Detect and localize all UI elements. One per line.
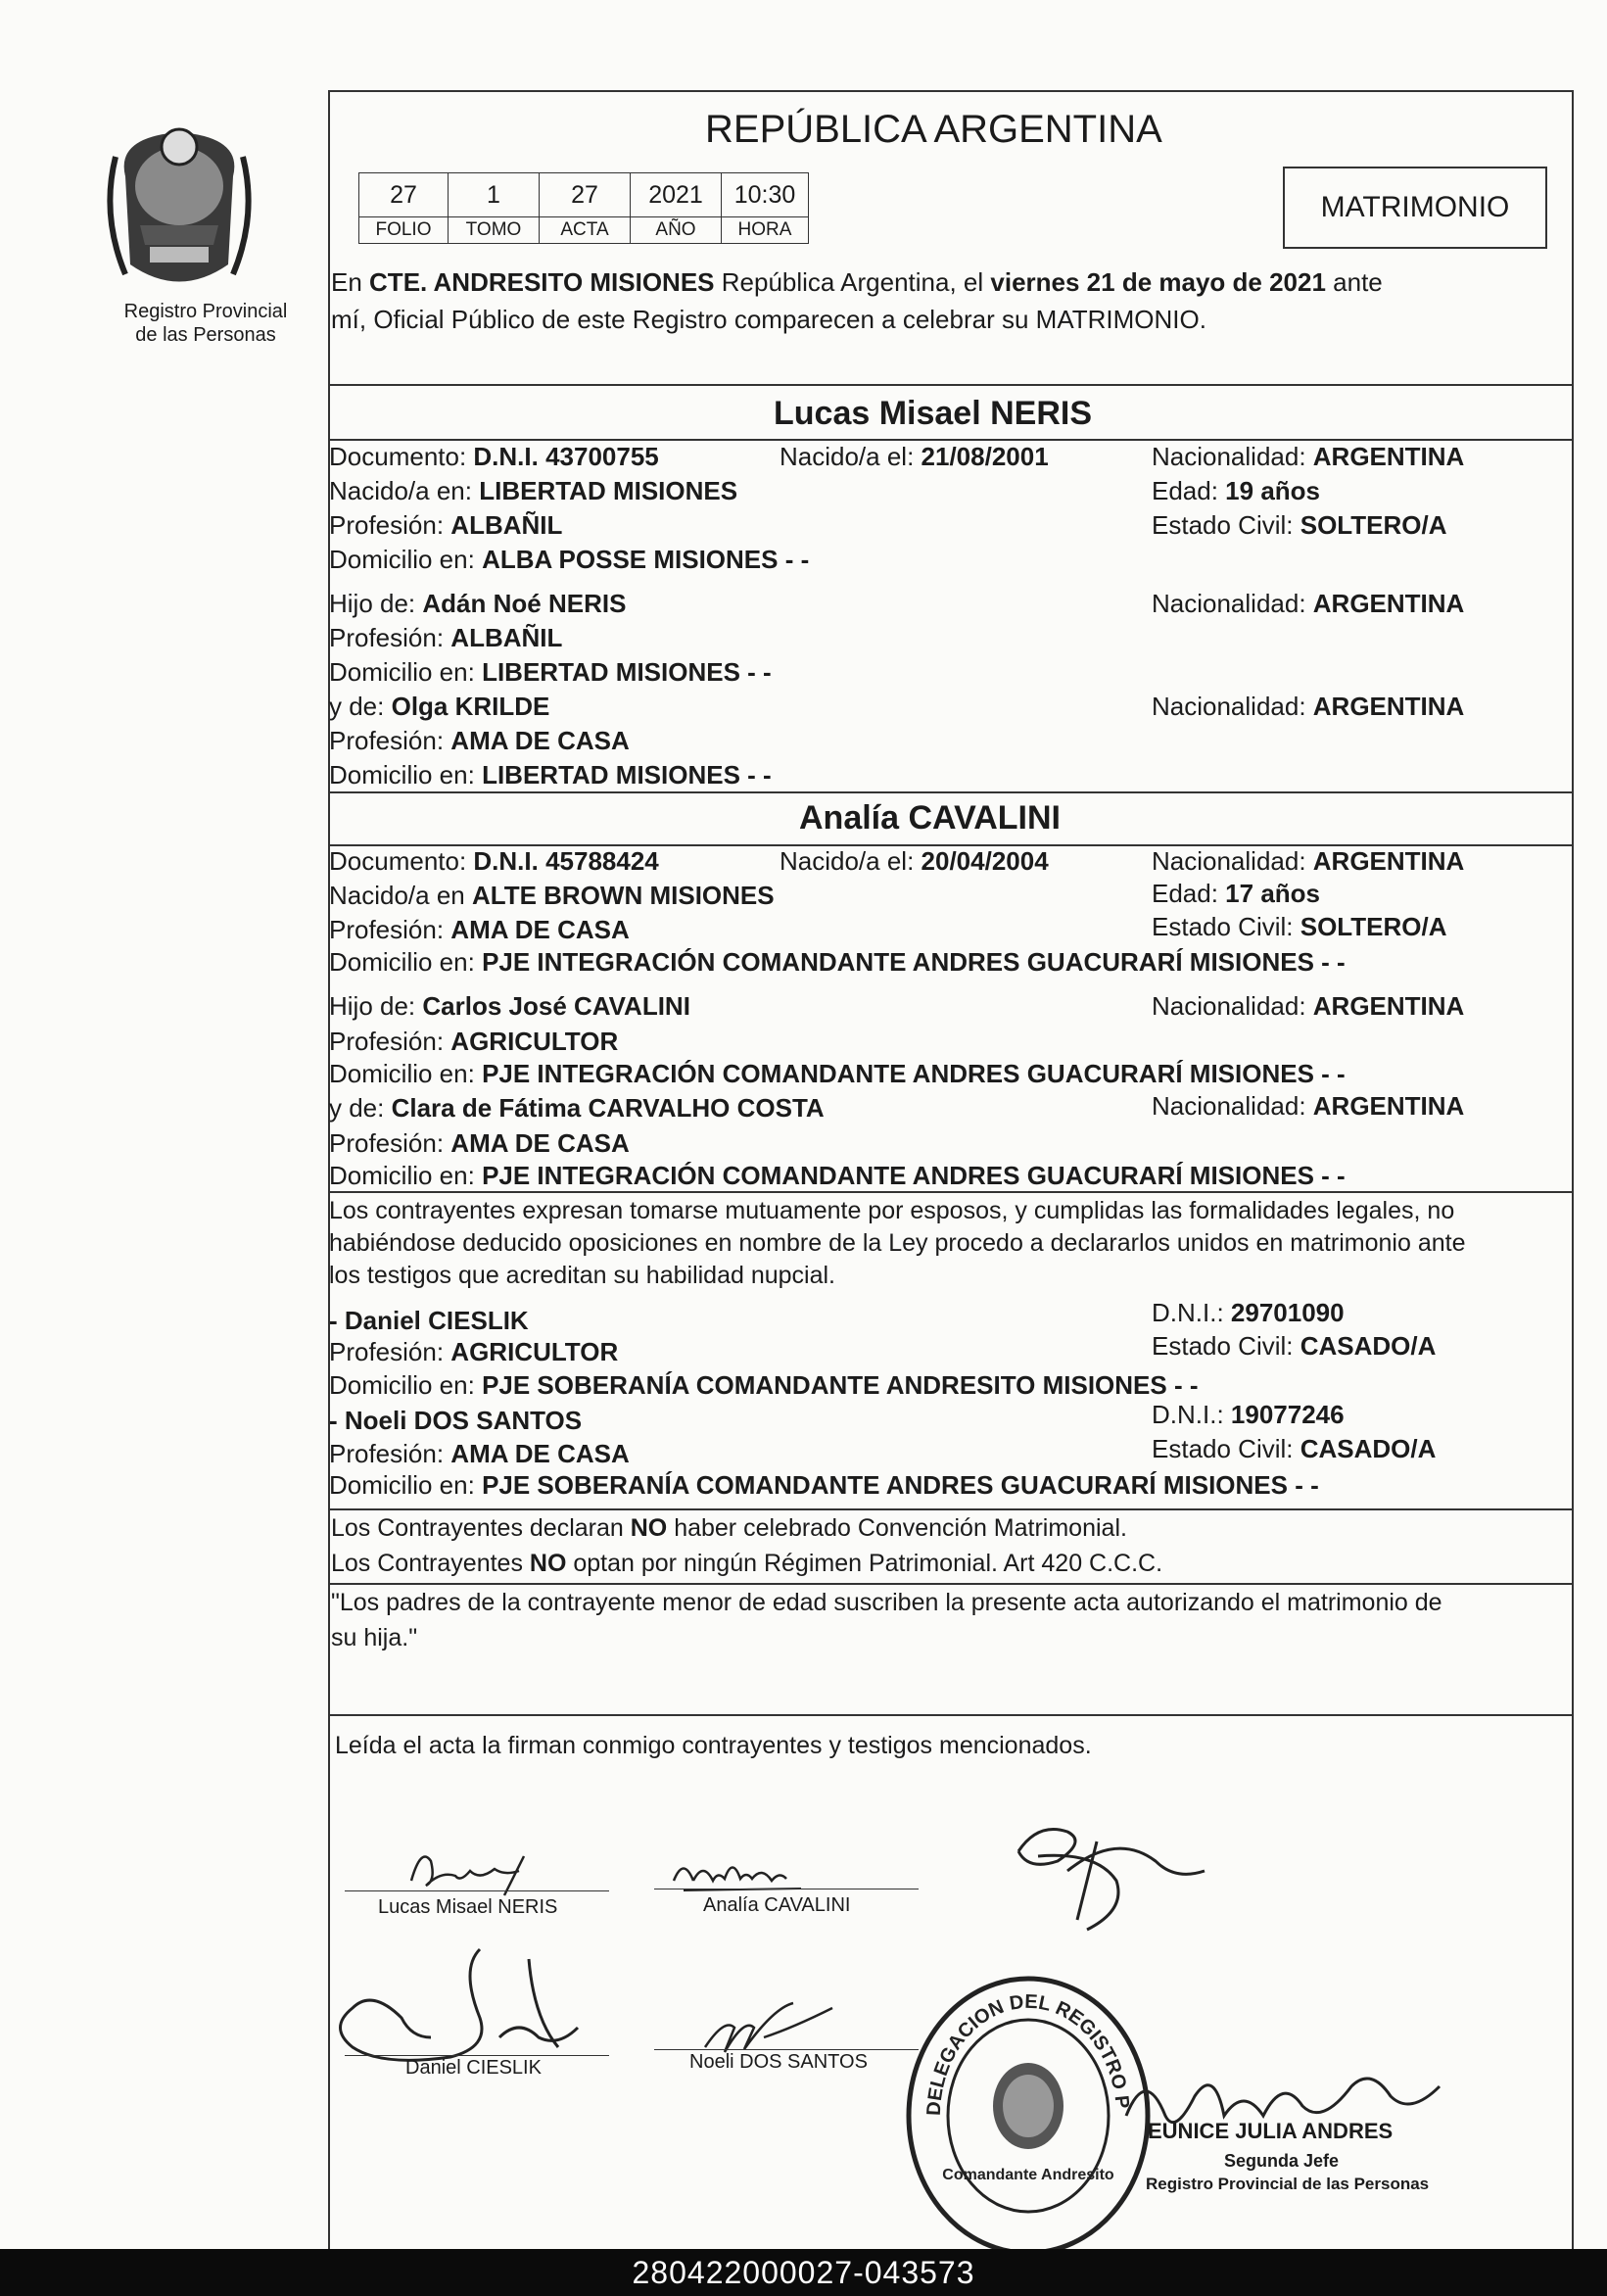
witness2-profession: Profesión: AMA DE CASA xyxy=(329,1439,630,1468)
regime-statement: Los Contrayentes NO optan por ningún Régimen Patrimonial. Art 420 C.C.C. xyxy=(331,1550,1163,1577)
anio-label: AÑO xyxy=(631,217,722,244)
groom-father: Hijo de: Adán Noé NERIS xyxy=(329,589,627,618)
tomo-value: 1 xyxy=(449,173,540,217)
witness2-civil-status: Estado Civil: CASADO/A xyxy=(1152,1434,1437,1463)
divider xyxy=(328,384,1574,386)
groom-nationality: Nacionalidad: ARGENTINA xyxy=(1152,442,1465,471)
note-line2: su hija." xyxy=(331,1624,418,1651)
groom-address: Domicilio en: ALBA POSSE MISIONES - - xyxy=(329,545,810,574)
svg-text:Comandante Andresito: Comandante Andresito xyxy=(942,2167,1114,2183)
bride-document: Documento: D.N.I. 45788424 xyxy=(329,846,659,876)
anio-value: 2021 xyxy=(631,173,722,217)
bride-birthdate: Nacido/a el: 20/04/2004 xyxy=(780,846,1049,876)
groom-mother-nationality: Nacionalidad: ARGENTINA xyxy=(1152,692,1465,721)
witness1-address: Domicilio en: PJE SOBERANÍA COMANDANTE ANDRESITO MISIONES - - xyxy=(329,1370,1199,1400)
groom-mother-address: Domicilio en: LIBERTAD MISIONES - - xyxy=(329,760,772,789)
groom-mother: y de: Olga KRILDE xyxy=(329,692,550,721)
acta-label: ACTA xyxy=(540,217,631,244)
bride-mother-profession: Profesión: AMA DE CASA xyxy=(329,1128,630,1158)
closing-statement: Leída el acta la firman conmigo contrayentes y testigos mencionados. xyxy=(335,1732,1092,1759)
bride-nationality: Nacionalidad: ARGENTINA xyxy=(1152,846,1465,876)
declaration-line2: habiéndose deducido oposiciones en nombre de la Ley procedo a declararlos unidos en matrimonio ante xyxy=(329,1229,1466,1257)
bride-father: Hijo de: Carlos José CAVALINI xyxy=(329,991,690,1021)
country-title: REPÚBLICA ARGENTINA xyxy=(705,108,1162,151)
registry-table xyxy=(358,172,809,244)
divider xyxy=(328,791,1574,793)
officer-office: Registro Provincial de las Personas xyxy=(1146,2175,1430,2193)
groom-father-address: Domicilio en: LIBERTAD MISIONES - - xyxy=(329,657,772,687)
svg-text:DELEGACION DEL REGISTRO PROVIN: DELEGACION DEL REGISTRO PROVINCIAL DE LAS PERSONAS xyxy=(893,1942,1133,2117)
hora-value: 10:30 xyxy=(722,173,809,217)
registry-name-line1: Registro Provincial xyxy=(123,301,288,322)
bride-mother-address: Domicilio en: PJE INTEGRACIÓN COMANDANTE ANDRES GUACURARÍ MISIONES - - xyxy=(329,1161,1346,1190)
bride-signature-caption: Analía CAVALINI xyxy=(703,1894,851,1916)
groom-signature-line xyxy=(345,1890,609,1891)
witness2-name: - Noeli DOS SANTOS xyxy=(329,1406,583,1435)
bride-name: Analía CAVALINI xyxy=(799,799,1061,837)
witness1-dni: D.N.I.: 29701090 xyxy=(1152,1298,1345,1327)
witness1-signature-line xyxy=(345,2055,609,2056)
bride-civil-status: Estado Civil: SOLTERO/A xyxy=(1152,912,1447,941)
registry-name-line2: de las Personas xyxy=(135,324,276,346)
witness1-signature xyxy=(323,1939,607,2077)
divider xyxy=(328,1583,1574,1585)
witness2-address: Domicilio en: PJE SOBERANÍA COMANDANTE ANDRES GUACURARÍ MISIONES - - xyxy=(329,1470,1319,1500)
groom-father-nationality: Nacionalidad: ARGENTINA xyxy=(1152,589,1465,618)
witness2-signature xyxy=(685,1988,842,2057)
groom-signature-caption: Lucas Misael NERIS xyxy=(378,1896,558,1918)
note-line1: "Los padres de la contrayente menor de edad suscriben la presente acta autorizando el matrimonio de xyxy=(331,1589,1442,1616)
bride-mother-nationality: Nacionalidad: ARGENTINA xyxy=(1152,1091,1465,1121)
bride-father-address: Domicilio en: PJE INTEGRACIÓN COMANDANTE ANDRES GUACURARÍ MISIONES - - xyxy=(329,1059,1346,1088)
authority-signature xyxy=(979,1812,1214,1939)
witness1-signature-caption: Daniel CIESLIK xyxy=(405,2057,542,2079)
groom-age: Edad: 19 años xyxy=(1152,476,1320,505)
bride-birthplace: Nacido/a en ALTE BROWN MISIONES xyxy=(329,881,775,910)
folio-value: 27 xyxy=(359,173,449,217)
intro-line2: mí, Oficial Público de este Registro comparecen a celebrar su MATRIMONIO. xyxy=(331,305,1206,334)
province-emblem-icon xyxy=(106,118,253,294)
bride-age: Edad: 17 años xyxy=(1152,879,1320,908)
convention-statement: Los Contrayentes declaran NO haber celebrado Convención Matrimonial. xyxy=(331,1514,1127,1542)
declaration-line1: Los contrayentes expresan tomarse mutuamente por esposos, y cumplidas las formalidades legales, no xyxy=(329,1197,1455,1224)
divider xyxy=(328,1714,1574,1716)
hora-label: HORA xyxy=(722,217,809,244)
divider xyxy=(328,1191,1574,1193)
bride-mother: y de: Clara de Fátima CARVALHO COSTA xyxy=(329,1093,825,1123)
witness2-dni: D.N.I.: 19077246 xyxy=(1152,1400,1345,1429)
divider xyxy=(328,1508,1574,1510)
tomo-label: TOMO xyxy=(449,217,540,244)
footer-code: 280422000027-043573 xyxy=(0,2249,1607,2296)
groom-profession: Profesión: ALBAÑIL xyxy=(329,510,563,540)
officer-name: EUNICE JULIA ANDRES xyxy=(1148,2119,1394,2143)
groom-father-profession: Profesión: ALBAÑIL xyxy=(329,623,563,652)
groom-signature xyxy=(402,1842,558,1900)
bride-father-profession: Profesión: AGRICULTOR xyxy=(329,1027,619,1056)
groom-civil-status: Estado Civil: SOLTERO/A xyxy=(1152,510,1447,540)
groom-birthplace: Nacido/a en: LIBERTAD MISIONES xyxy=(329,476,738,505)
witness2-signature-line xyxy=(654,2049,919,2050)
witness1-name: - Daniel CIESLIK xyxy=(329,1306,529,1335)
witness1-profession: Profesión: AGRICULTOR xyxy=(329,1337,619,1366)
groom-mother-profession: Profesión: AMA DE CASA xyxy=(329,726,630,755)
groom-birthdate: Nacido/a el: 21/08/2001 xyxy=(780,442,1049,471)
groom-document: Documento: D.N.I. 43700755 xyxy=(329,442,659,471)
witness1-civil-status: Estado Civil: CASADO/A xyxy=(1152,1331,1437,1361)
bride-profession: Profesión: AMA DE CASA xyxy=(329,915,630,944)
intro-line1: En CTE. ANDRESITO MISIONES República Argentina, el viernes 21 de mayo de 2021 ante xyxy=(331,267,1383,297)
folio-label: FOLIO xyxy=(359,217,449,244)
groom-name: Lucas Misael NERIS xyxy=(774,395,1093,432)
act-type-box: MATRIMONIO xyxy=(1283,167,1547,249)
witness2-signature-caption: Noeli DOS SANTOS xyxy=(689,2051,868,2073)
acta-value: 27 xyxy=(540,173,631,217)
bride-father-nationality: Nacionalidad: ARGENTINA xyxy=(1152,991,1465,1021)
bride-address: Domicilio en: PJE INTEGRACIÓN COMANDANTE ANDRES GUACURARÍ MISIONES - - xyxy=(329,947,1346,977)
declaration-line3: los testigos que acreditan su habilidad nupcial. xyxy=(329,1262,836,1289)
officer-title: Segunda Jefe xyxy=(1224,2151,1340,2171)
